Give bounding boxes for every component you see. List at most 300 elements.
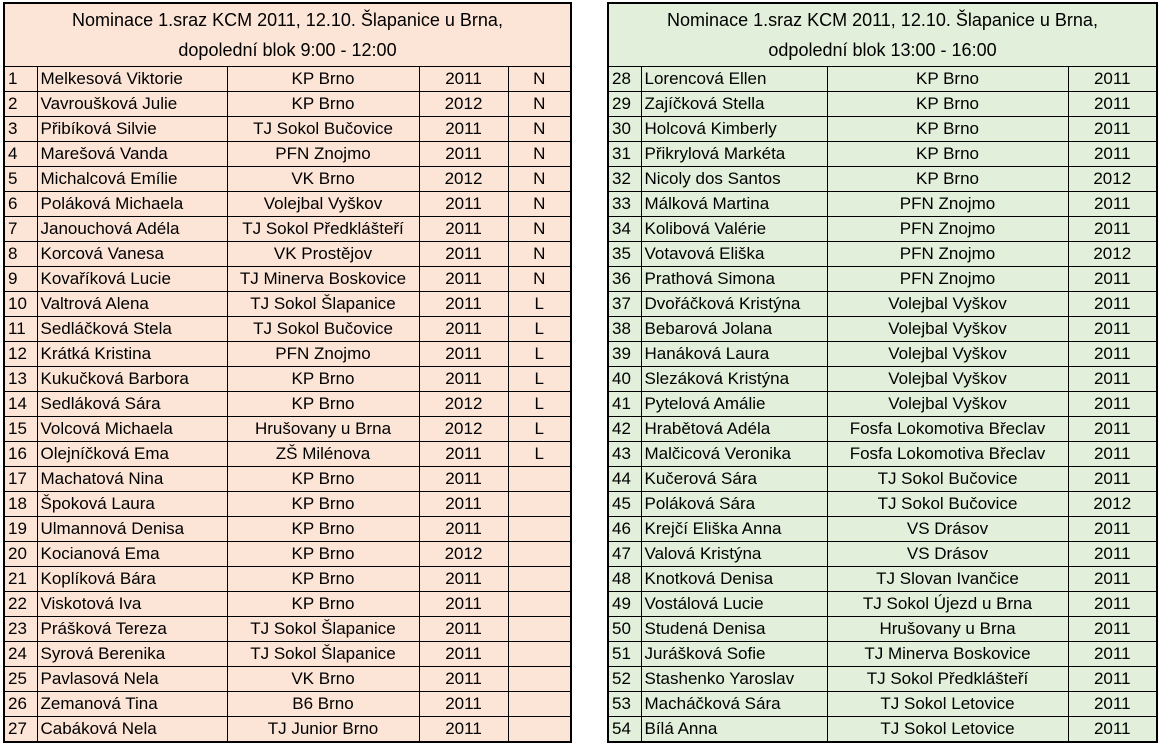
group-code — [508, 492, 571, 517]
player-name: Kukučková Barbora — [37, 367, 227, 392]
birth-year: 2011 — [1068, 717, 1157, 743]
title-line-2: dopolední blok 9:00 - 12:00 — [178, 40, 397, 60]
table-row — [4, 392, 571, 417]
birth-year: 2011 — [1068, 692, 1157, 717]
row-number: 45 — [608, 492, 641, 517]
group-code: L — [508, 292, 571, 317]
afternoon-block-title — [608, 3, 1157, 67]
group-code: N — [508, 142, 571, 167]
club-name: Volejbal Vyškov — [827, 367, 1068, 392]
birth-year: 2011 — [1068, 642, 1157, 667]
birth-year: 2011 — [1068, 342, 1157, 367]
table-row — [4, 492, 571, 517]
player-name: Přikrylová Markéta — [641, 142, 827, 167]
birth-year: 2011 — [419, 192, 508, 217]
row-number: 12 — [4, 342, 37, 367]
club-name: Volejbal Vyškov — [227, 192, 419, 217]
title-line-1: Nominace 1.sraz KCM 2011, 12.10. Šlapanice u Brna, — [72, 10, 503, 30]
player-name: Nicoly dos Santos — [641, 167, 827, 192]
table-row — [4, 92, 571, 117]
player-name: Viskotová Iva — [37, 592, 227, 617]
row-number: 10 — [4, 292, 37, 317]
player-name: Vostálová Lucie — [641, 592, 827, 617]
player-name: Kocianová Ema — [37, 542, 227, 567]
group-code — [508, 567, 571, 592]
birth-year: 2011 — [1068, 517, 1157, 542]
table-row — [608, 267, 1157, 292]
club-name: KP Brno — [227, 467, 419, 492]
table-row — [4, 342, 571, 367]
row-number: 5 — [4, 167, 37, 192]
row-number: 36 — [608, 267, 641, 292]
table-row — [608, 117, 1157, 142]
birth-year: 2011 — [419, 717, 508, 743]
player-name: Machatová Nina — [37, 467, 227, 492]
row-number: 6 — [4, 192, 37, 217]
row-number: 7 — [4, 217, 37, 242]
row-number: 16 — [4, 442, 37, 467]
group-code: N — [508, 167, 571, 192]
club-name: Volejbal Vyškov — [827, 292, 1068, 317]
group-code: N — [508, 92, 571, 117]
birth-year: 2011 — [419, 642, 508, 667]
player-name: Kovaříková Lucie — [37, 267, 227, 292]
table-row — [608, 392, 1157, 417]
table-row — [608, 367, 1157, 392]
row-number: 28 — [608, 67, 641, 92]
club-name: KP Brno — [227, 367, 419, 392]
morning-block-title — [4, 3, 571, 67]
club-name: KP Brno — [827, 92, 1068, 117]
row-number: 38 — [608, 317, 641, 342]
player-name: Valtrová Alena — [37, 292, 227, 317]
birth-year: 2012 — [1068, 492, 1157, 517]
birth-year: 2011 — [419, 442, 508, 467]
row-number: 27 — [4, 717, 37, 743]
player-name: Bílá Anna — [641, 717, 827, 743]
group-code: N — [508, 242, 571, 267]
player-name: Holcová Kimberly — [641, 117, 827, 142]
birth-year: 2011 — [419, 217, 508, 242]
birth-year: 2011 — [1068, 617, 1157, 642]
club-name: B6 Brno — [227, 692, 419, 717]
player-name: Kučerová Sára — [641, 467, 827, 492]
birth-year: 2011 — [419, 467, 508, 492]
row-number: 33 — [608, 192, 641, 217]
club-name: Hrušovany u Brna — [827, 617, 1068, 642]
birth-year: 2012 — [419, 92, 508, 117]
club-name: VK Brno — [227, 167, 419, 192]
table-row — [4, 217, 571, 242]
club-name: KP Brno — [227, 92, 419, 117]
player-name: Krátká Kristina — [37, 342, 227, 367]
birth-year: 2011 — [419, 67, 508, 92]
group-code: N — [508, 192, 571, 217]
table-row — [608, 417, 1157, 442]
player-name: Koplíková Bára — [37, 567, 227, 592]
birth-year: 2012 — [419, 392, 508, 417]
row-number: 11 — [4, 317, 37, 342]
player-name: Poláková Michaela — [37, 192, 227, 217]
player-name: Bebarová Jolana — [641, 317, 827, 342]
club-name: Volejbal Vyškov — [827, 317, 1068, 342]
group-code: N — [508, 217, 571, 242]
group-code: N — [508, 117, 571, 142]
player-name: Korcová Vanesa — [37, 242, 227, 267]
birth-year: 2011 — [1068, 367, 1157, 392]
club-name: TJ Sokol Újezd u Brna — [827, 592, 1068, 617]
row-number: 4 — [4, 142, 37, 167]
table-row — [608, 217, 1157, 242]
table-row — [4, 167, 571, 192]
birth-year: 2011 — [1068, 442, 1157, 467]
club-name: Fosfa Lokomotiva Břeclav — [827, 442, 1068, 467]
row-number: 43 — [608, 442, 641, 467]
row-number: 15 — [4, 417, 37, 442]
title-line-1: Nominace 1.sraz KCM 2011, 12.10. Šlapanice u Brna, — [667, 10, 1098, 30]
club-name: Hrušovany u Brna — [227, 417, 419, 442]
table-row — [4, 267, 571, 292]
birth-year: 2011 — [1068, 567, 1157, 592]
club-name: Volejbal Vyškov — [827, 392, 1068, 417]
club-name: TJ Sokol Předklášteří — [827, 667, 1068, 692]
table-row — [4, 242, 571, 267]
group-code: L — [508, 392, 571, 417]
table-row — [4, 417, 571, 442]
row-number: 37 — [608, 292, 641, 317]
birth-year: 2011 — [1068, 667, 1157, 692]
birth-year: 2011 — [419, 517, 508, 542]
table-row — [4, 117, 571, 142]
table-row — [608, 67, 1157, 92]
player-name: Poláková Sára — [641, 492, 827, 517]
player-name: Malčicová Veronika — [641, 442, 827, 467]
row-number: 3 — [4, 117, 37, 142]
club-name: TJ Sokol Letovice — [827, 717, 1068, 743]
row-number: 53 — [608, 692, 641, 717]
player-name: Macháčková Sára — [641, 692, 827, 717]
player-name: Ulmannová Denisa — [37, 517, 227, 542]
group-code — [508, 617, 571, 642]
birth-year: 2011 — [419, 692, 508, 717]
birth-year: 2011 — [1068, 192, 1157, 217]
birth-year: 2011 — [1068, 67, 1157, 92]
birth-year: 2011 — [419, 342, 508, 367]
birth-year: 2012 — [1068, 242, 1157, 267]
club-name: VS Drásov — [827, 542, 1068, 567]
birth-year: 2011 — [1068, 317, 1157, 342]
table-row — [4, 142, 571, 167]
club-name: PFN Znojmo — [827, 192, 1068, 217]
birth-year: 2011 — [1068, 292, 1157, 317]
row-number: 20 — [4, 542, 37, 567]
player-name: Prášková Tereza — [37, 617, 227, 642]
club-name: TJ Junior Brno — [227, 717, 419, 743]
table-row — [608, 192, 1157, 217]
row-number: 24 — [4, 642, 37, 667]
table-row — [608, 642, 1157, 667]
table-row — [4, 292, 571, 317]
birth-year: 2012 — [419, 417, 508, 442]
player-name: Jurášková Sofie — [641, 642, 827, 667]
table-row — [4, 517, 571, 542]
row-number: 42 — [608, 417, 641, 442]
birth-year: 2012 — [419, 542, 508, 567]
group-code — [508, 542, 571, 567]
birth-year: 2011 — [1068, 117, 1157, 142]
birth-year: 2011 — [419, 492, 508, 517]
club-name: TJ Sokol Šlapanice — [227, 292, 419, 317]
group-code: L — [508, 317, 571, 342]
club-name: PFN Znojmo — [827, 267, 1068, 292]
club-name: TJ Sokol Předklášteří — [227, 217, 419, 242]
player-name: Cabáková Nela — [37, 717, 227, 743]
row-number: 41 — [608, 392, 641, 417]
title-line-2: odpolední blok 13:00 - 16:00 — [768, 40, 997, 60]
player-name: Zajíčková Stella — [641, 92, 827, 117]
table-row — [4, 367, 571, 392]
player-name: Volcová Michaela — [37, 417, 227, 442]
group-code: L — [508, 442, 571, 467]
club-name: TJ Sokol Bučovice — [827, 492, 1068, 517]
row-number: 30 — [608, 117, 641, 142]
group-code: N — [508, 267, 571, 292]
row-number: 39 — [608, 342, 641, 367]
table-row — [608, 492, 1157, 517]
row-number: 52 — [608, 667, 641, 692]
row-number: 21 — [4, 567, 37, 592]
table-row — [4, 467, 571, 492]
player-name: Stashenko Yaroslav — [641, 667, 827, 692]
player-name: Melkesová Viktorie — [37, 67, 227, 92]
row-number: 13 — [4, 367, 37, 392]
table-row — [608, 692, 1157, 717]
player-name: Pavlasová Nela — [37, 667, 227, 692]
table-row — [4, 692, 571, 717]
table-row — [608, 92, 1157, 117]
club-name: TJ Sokol Šlapanice — [227, 617, 419, 642]
club-name: VS Drásov — [827, 517, 1068, 542]
player-name: Přibíková Silvie — [37, 117, 227, 142]
group-code — [508, 692, 571, 717]
birth-year: 2011 — [419, 117, 508, 142]
birth-year: 2011 — [1068, 592, 1157, 617]
row-number: 1 — [4, 67, 37, 92]
birth-year: 2011 — [1068, 392, 1157, 417]
table-row — [4, 717, 571, 743]
birth-year: 2011 — [1068, 467, 1157, 492]
table-row — [608, 167, 1157, 192]
player-name: Olejníčková Ema — [37, 442, 227, 467]
row-number: 40 — [608, 367, 641, 392]
player-name: Knotková Denisa — [641, 567, 827, 592]
table-row — [608, 142, 1157, 167]
birth-year: 2012 — [1068, 167, 1157, 192]
group-code: L — [508, 342, 571, 367]
club-name: TJ Sokol Bučovice — [827, 467, 1068, 492]
birth-year: 2011 — [419, 567, 508, 592]
row-number: 9 — [4, 267, 37, 292]
club-name: KP Brno — [827, 117, 1068, 142]
player-name: Dvořáčková Kristýna — [641, 292, 827, 317]
player-name: Janouchová Adéla — [37, 217, 227, 242]
group-code — [508, 592, 571, 617]
table-row — [608, 567, 1157, 592]
row-number: 48 — [608, 567, 641, 592]
birth-year: 2011 — [419, 267, 508, 292]
player-name: Sedláčková Stela — [37, 317, 227, 342]
row-number: 17 — [4, 467, 37, 492]
club-name: KP Brno — [827, 167, 1068, 192]
club-name: VK Prostějov — [227, 242, 419, 267]
club-name: TJ Sokol Šlapanice — [227, 642, 419, 667]
row-number: 34 — [608, 217, 641, 242]
group-code — [508, 517, 571, 542]
birth-year: 2011 — [419, 317, 508, 342]
club-name: TJ Minerva Boskovice — [827, 642, 1068, 667]
table-row — [4, 192, 571, 217]
row-number: 18 — [4, 492, 37, 517]
group-code: L — [508, 417, 571, 442]
row-number: 32 — [608, 167, 641, 192]
club-name: TJ Sokol Bučovice — [227, 117, 419, 142]
group-code — [508, 642, 571, 667]
row-number: 31 — [608, 142, 641, 167]
table-row — [4, 667, 571, 692]
birth-year: 2011 — [419, 242, 508, 267]
row-number: 54 — [608, 717, 641, 743]
row-number: 8 — [4, 242, 37, 267]
club-name: KP Brno — [227, 492, 419, 517]
row-number: 19 — [4, 517, 37, 542]
table-row — [608, 442, 1157, 467]
club-name: KP Brno — [227, 517, 419, 542]
birth-year: 2011 — [1068, 142, 1157, 167]
table-row — [608, 542, 1157, 567]
group-code: N — [508, 67, 571, 92]
table-row — [4, 642, 571, 667]
player-name: Studená Denisa — [641, 617, 827, 642]
table-row — [608, 717, 1157, 743]
row-number: 47 — [608, 542, 641, 567]
club-name: TJ Sokol Bučovice — [227, 317, 419, 342]
row-number: 26 — [4, 692, 37, 717]
club-name: KP Brno — [827, 67, 1068, 92]
table-row — [608, 342, 1157, 367]
row-number: 35 — [608, 242, 641, 267]
row-number: 44 — [608, 467, 641, 492]
player-name: Lorencová Ellen — [641, 67, 827, 92]
table-row — [608, 592, 1157, 617]
birth-year: 2011 — [1068, 417, 1157, 442]
table-row — [4, 567, 571, 592]
club-name: TJ Sokol Letovice — [827, 692, 1068, 717]
player-name: Kolibová Valérie — [641, 217, 827, 242]
table-row — [608, 617, 1157, 642]
row-number: 23 — [4, 617, 37, 642]
player-name: Špoková Laura — [37, 492, 227, 517]
table-row — [608, 667, 1157, 692]
row-number: 14 — [4, 392, 37, 417]
row-number: 51 — [608, 642, 641, 667]
club-name: Fosfa Lokomotiva Břeclav — [827, 417, 1068, 442]
club-name: PFN Znojmo — [227, 342, 419, 367]
club-name: KP Brno — [227, 542, 419, 567]
club-name: PFN Znojmo — [827, 217, 1068, 242]
club-name: VK Brno — [227, 667, 419, 692]
row-number: 50 — [608, 617, 641, 642]
player-name: Valová Kristýna — [641, 542, 827, 567]
table-row — [4, 592, 571, 617]
player-name: Hrabětová Adéla — [641, 417, 827, 442]
table-row — [4, 317, 571, 342]
player-name: Zemanová Tina — [37, 692, 227, 717]
club-name: ZŠ Milénova — [227, 442, 419, 467]
player-name: Michalcová Emílie — [37, 167, 227, 192]
club-name: PFN Znojmo — [827, 242, 1068, 267]
row-number: 49 — [608, 592, 641, 617]
table-row — [4, 617, 571, 642]
table-row — [608, 517, 1157, 542]
birth-year: 2011 — [419, 592, 508, 617]
table-row — [608, 242, 1157, 267]
player-name: Krejčí Eliška Anna — [641, 517, 827, 542]
birth-year: 2011 — [1068, 267, 1157, 292]
player-name: Hanáková Laura — [641, 342, 827, 367]
morning-block-table — [3, 2, 572, 743]
row-number: 22 — [4, 592, 37, 617]
row-number: 29 — [608, 92, 641, 117]
table-row — [4, 442, 571, 467]
birth-year: 2011 — [1068, 92, 1157, 117]
player-name: Málková Martina — [641, 192, 827, 217]
birth-year: 2011 — [419, 617, 508, 642]
birth-year: 2011 — [419, 667, 508, 692]
row-number: 25 — [4, 667, 37, 692]
club-name: PFN Znojmo — [227, 142, 419, 167]
club-name: KP Brno — [227, 567, 419, 592]
club-name: KP Brno — [227, 67, 419, 92]
birth-year: 2011 — [419, 142, 508, 167]
birth-year: 2011 — [1068, 217, 1157, 242]
table-row — [608, 292, 1157, 317]
group-code — [508, 667, 571, 692]
club-name: KP Brno — [227, 592, 419, 617]
birth-year: 2011 — [1068, 542, 1157, 567]
table-row — [4, 67, 571, 92]
group-code — [508, 717, 571, 743]
player-name: Marešová Vanda — [37, 142, 227, 167]
afternoon-block-table — [607, 2, 1158, 743]
player-name: Prathová Simona — [641, 267, 827, 292]
birth-year: 2011 — [419, 292, 508, 317]
birth-year: 2012 — [419, 167, 508, 192]
birth-year: 2011 — [419, 367, 508, 392]
row-number: 2 — [4, 92, 37, 117]
club-name: Volejbal Vyškov — [827, 342, 1068, 367]
club-name: TJ Slovan Ivančice — [827, 567, 1068, 592]
table-row — [608, 317, 1157, 342]
club-name: KP Brno — [227, 392, 419, 417]
group-code — [508, 467, 571, 492]
player-name: Syrová Berenika — [37, 642, 227, 667]
player-name: Pytelová Amálie — [641, 392, 827, 417]
player-name: Slezáková Kristýna — [641, 367, 827, 392]
group-code: L — [508, 367, 571, 392]
table-row — [4, 542, 571, 567]
player-name: Votavová Eliška — [641, 242, 827, 267]
row-number: 46 — [608, 517, 641, 542]
